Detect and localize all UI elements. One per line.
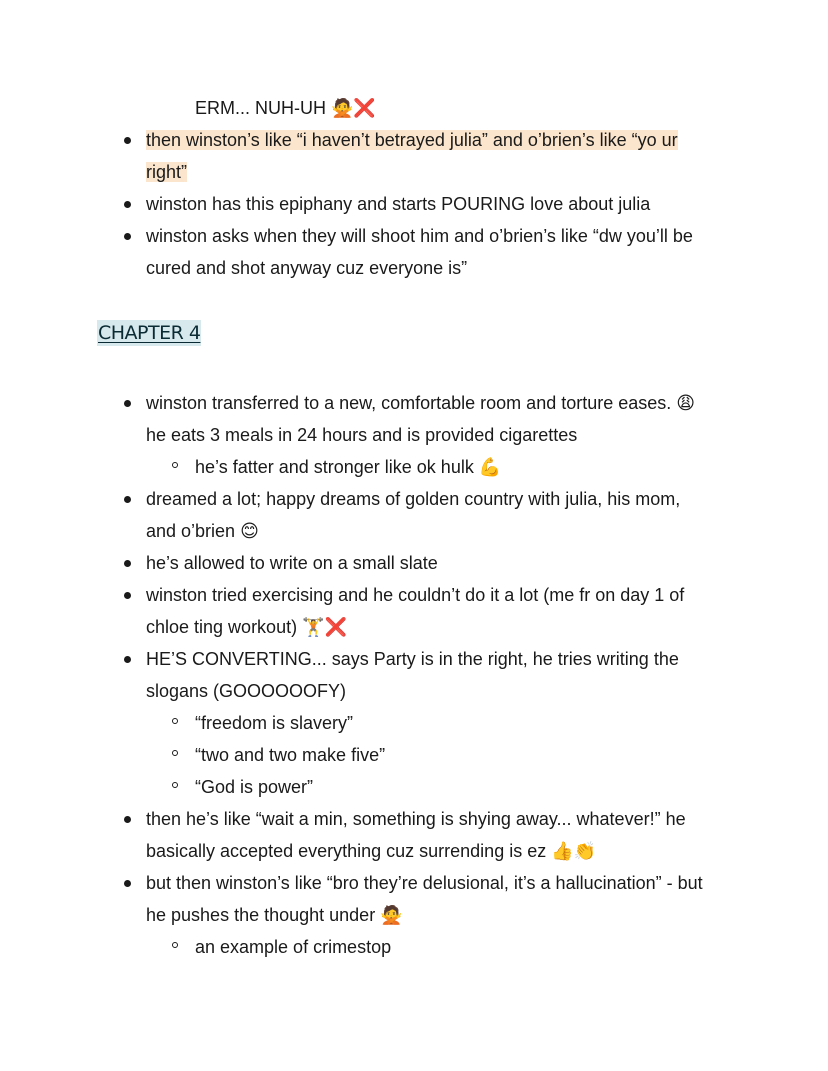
sub-list-item: he’s fatter and stronger like ok hulk 💪	[195, 457, 502, 477]
bullet-dot	[124, 816, 131, 823]
list-item: he’s allowed to write on a small slate	[146, 553, 438, 573]
list-item-continuation: and o’brien 😊	[146, 521, 259, 541]
highlighted-text: right”	[146, 162, 188, 182]
list-item-continuation: cured and shot anyway cuz everyone is”	[146, 258, 468, 278]
list-item-continuation: basically accepted everything cuz surrending is ez 👍👏	[146, 841, 597, 861]
list-item-continuation: slogans (GOOOOOOFY)	[146, 681, 347, 701]
sub-list-item: “freedom is slavery”	[195, 713, 354, 733]
sub-bullet-circle	[172, 462, 178, 468]
bullet-dot	[124, 137, 131, 144]
list-item: then he’s like “wait a min, something is shying away... whatever!” he	[146, 809, 686, 829]
bullet-dot	[124, 880, 131, 887]
continuation-text: ERM... NUH-UH 🙅❌	[195, 98, 376, 118]
sub-list-item: “two and two make five”	[195, 745, 386, 765]
list-item-continuation: he pushes the thought under 🙅	[146, 905, 403, 925]
sub-bullet-circle	[172, 718, 178, 724]
bullet-dot	[124, 400, 131, 407]
list-item	[146, 124, 678, 156]
bullet-dot	[124, 592, 131, 599]
chapter-heading: CHAPTER 4	[98, 322, 201, 344]
list-item-continuation	[146, 156, 187, 188]
sub-bullet-circle	[172, 942, 178, 948]
list-item: HE’S CONVERTING... says Party is in the right, he tries writing the	[146, 649, 679, 669]
sub-list-item: an example of crimestop	[195, 937, 392, 957]
sub-bullet-circle	[172, 782, 178, 788]
bullet-dot	[124, 201, 131, 208]
list-item: winston tried exercising and he couldn’t do it a lot (me fr on day 1 of	[146, 585, 685, 605]
bullet-dot	[124, 656, 131, 663]
list-item-continuation: chloe ting workout) 🏋❌	[146, 617, 347, 637]
list-item-continuation: he eats 3 meals in 24 hours and is provided cigarettes	[146, 425, 578, 445]
bullet-dot	[124, 560, 131, 567]
list-item: but then winston’s like “bro they’re delusional, it’s a hallucination” - but	[146, 873, 703, 893]
list-item: winston transferred to a new, comfortable room and torture eases. 😩	[146, 393, 696, 413]
list-item: winston has this epiphany and starts POURING love about julia	[146, 194, 651, 214]
list-item: dreamed a lot; happy dreams of golden country with julia, his mom,	[146, 489, 681, 509]
bullet-dot	[124, 233, 131, 240]
list-item: winston asks when they will shoot him and o’brien’s like “dw you’ll be	[146, 226, 693, 246]
sub-list-item: “God is power”	[195, 777, 314, 797]
highlighted-text: then winston’s like “i haven’t betrayed julia” and o’brien’s like “yo ur	[146, 130, 678, 150]
sub-bullet-circle	[172, 750, 178, 756]
bullet-dot	[124, 496, 131, 503]
